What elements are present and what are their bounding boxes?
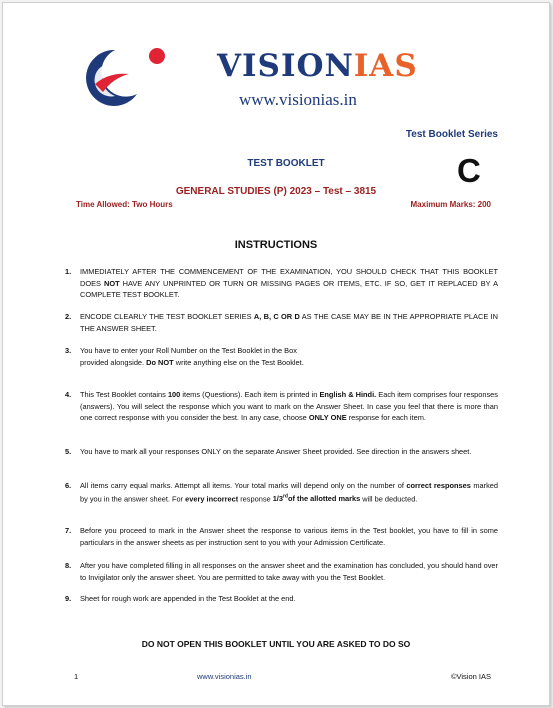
brand-name-part1: VISION <box>217 48 354 84</box>
instruction-text: All items carry equal marks. Attempt all items. Your total marks will depend only on the number of correct responses marked by you in the answer sheet. For every incorrect response 1/3rdof the allotted marks will be deducted. <box>80 481 498 504</box>
test-name: GENERAL STUDIES (P) 2023 – Test – 3815 <box>175 186 377 197</box>
test-booklet-series-label: Test Booklet Series <box>405 129 498 140</box>
brand-url[interactable]: www.visionias.in <box>239 90 357 109</box>
test-booklet-series-letter: C <box>457 152 481 189</box>
instruction-item <box>65 593 498 605</box>
booklet-title: TEST BOOKLET <box>247 158 325 169</box>
instruction-item <box>65 345 498 368</box>
instruction-number: 4. <box>65 390 72 399</box>
copyright-text: ©Vision IAS <box>451 672 491 681</box>
document-page <box>2 2 550 706</box>
brand-name <box>217 48 418 84</box>
instruction-text: You have to enter your Roll Number on the Test Booklet in the Box provided alongside. Do NOT write anything else on the Test Booklet. <box>80 346 304 367</box>
instruction-number: 3. <box>65 346 72 355</box>
instruction-number: 5. <box>65 447 72 456</box>
instruction-number: 2. <box>65 312 72 321</box>
instructions-heading: INSTRUCTIONS <box>234 239 318 251</box>
instruction-text: Before you proceed to mark in the Answer sheet the response to various items in the Test booklet, you have to fill in some particulars in the answer sheets as per instruction sent to you with your Admission Certificate. <box>80 526 498 547</box>
instruction-text: ENCODE CLEARLY THE TEST BOOKLET SERIES A, B, C OR D AS THE CASE MAY BE IN THE APPROPRIATE PLACE IN THE ANSWER SHEET. <box>80 312 498 333</box>
instruction-item <box>65 311 498 334</box>
instruction-item <box>65 525 498 548</box>
vision-ias-logo-icon <box>85 44 169 106</box>
footer-url-link[interactable]: www.visionias.in <box>197 672 252 681</box>
instruction-item <box>65 480 498 505</box>
instruction-text: IMMEDIATELY AFTER THE COMMENCEMENT OF THE EXAMINATION, YOU SHOULD CHECK THAT THIS BOOKLET DOES NOT HAVE ANY UNPRINTED OR TURN OR MISSING PAGES OR ITEMS, ETC. IF SO, GET IT REPLACED BY A COMPLETE TEST BOOKLET. <box>80 267 498 300</box>
instruction-number: 7. <box>65 526 72 535</box>
instruction-text: After you have completed filling in all responses on the answer sheet and the examination has concluded, you should hand over to Invigilator only the answer sheet. You are permitted to take away with you the Test Booklet. <box>80 561 498 582</box>
instruction-number: 8. <box>65 561 72 570</box>
instruction-text: Sheet for rough work are appended in the Test Booklet at the end. <box>80 594 296 603</box>
page-number: 1 <box>74 672 79 681</box>
instruction-number: 9. <box>65 594 72 603</box>
time-allowed: Time Allowed: Two Hours <box>76 200 173 209</box>
instruction-text: This Test Booklet contains 100 items (Questions). Each item is printed in English & Hindi. Each item comprises four responses (answers). You will select the response which you want to mark on the Answer Sheet. In case you feel that there is more than one correct response with you consider the best. In any case, choose ONLY ONE response for each item. <box>80 390 498 423</box>
instruction-number: 6. <box>65 481 72 490</box>
maximum-marks: Maximum Marks: 200 <box>410 200 491 209</box>
instruction-item <box>65 389 498 424</box>
do-not-open-notice: DO NOT OPEN THIS BOOKLET UNTIL YOU ARE ASKED TO DO SO <box>141 639 411 649</box>
instruction-item <box>65 266 498 301</box>
brand-name-part2: IAS <box>353 48 418 84</box>
instruction-number: 1. <box>65 267 72 276</box>
instruction-item <box>65 446 498 458</box>
instruction-item <box>65 560 498 583</box>
instruction-text: You have to mark all your responses ONLY on the separate Answer Sheet provided. See direction in the answers sheet. <box>80 447 472 456</box>
